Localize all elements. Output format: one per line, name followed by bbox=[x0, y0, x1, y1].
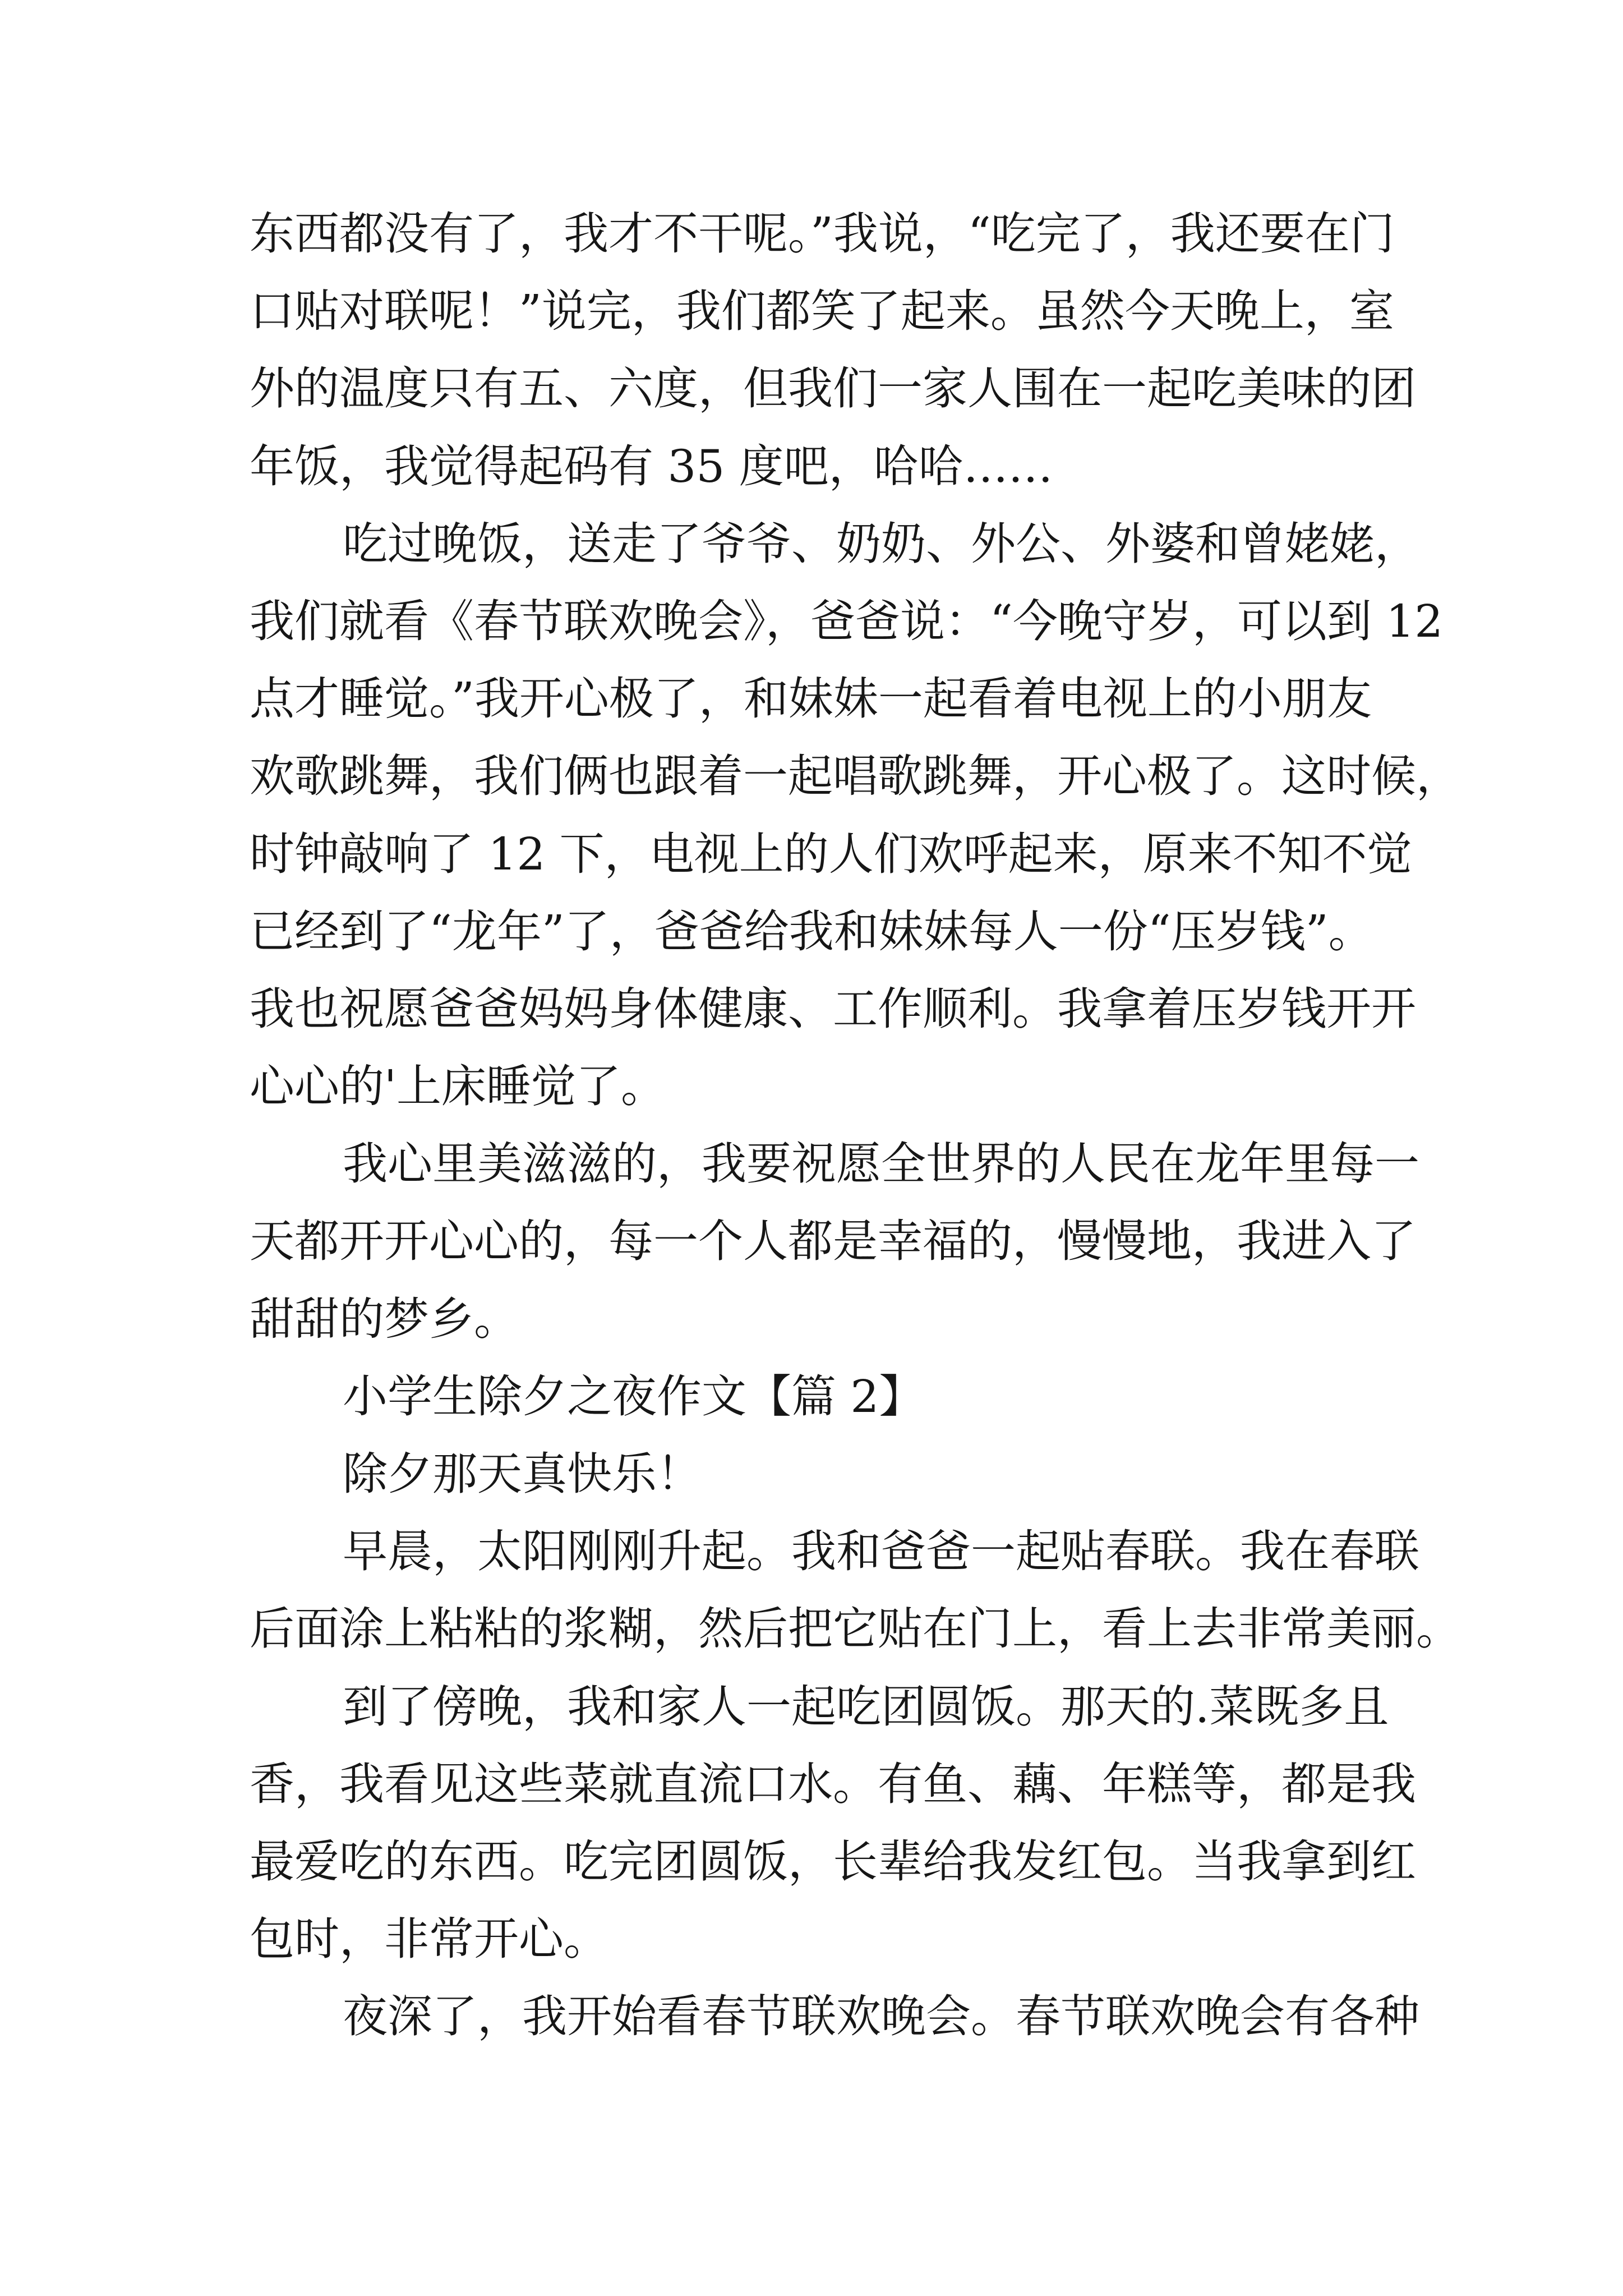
text-line: 包时，非常开心。 bbox=[250, 1913, 608, 1966]
text-line: 口贴对联呢！”说完，我们都笑了起来。虽然今天晚上，室 bbox=[250, 285, 1394, 338]
text-line: 时钟敲响了 12 下，电视上的人们欢呼起来，原来不知不觉 bbox=[250, 827, 1412, 880]
essay-title: 除夕那天真快乐！ bbox=[343, 1448, 702, 1500]
text-line: 天都开开心心的，每一个人都是幸福的，慢慢地，我进入了 bbox=[250, 1215, 1416, 1268]
text-line: 我们就看《春节联欢晚会》，爸爸说：“今晚守岁，可以到 12 bbox=[250, 595, 1444, 647]
text-line: 已经到了“龙年”了，爸爸给我和妹妹每人一份“压岁钱”。 bbox=[250, 905, 1373, 958]
text-line: 点才睡觉。”我开心极了，和妹妹一起看着电视上的小朋友 bbox=[250, 673, 1372, 725]
text-line: 年饭，我觉得起码有 35 度吧，哈哈…… bbox=[250, 440, 1053, 493]
paragraph-first-line: 我心里美滋滋的，我要祝愿全世界的人民在龙年里每一 bbox=[343, 1138, 1419, 1190]
paragraph-first-line: 夜深了，我开始看春节联欢晚会。春节联欢晚会有各种 bbox=[343, 1990, 1419, 2043]
paragraph-first-line: 到了傍晚，我和家人一起吃团圆饭。那天的.菜既多且 bbox=[343, 1680, 1389, 1733]
text-line: 欢歌跳舞，我们俩也跟着一起唱歌跳舞，开心极了。这时候， bbox=[250, 750, 1461, 803]
paragraph-first-line: 早晨，太阳刚刚升起。我和爸爸一起贴春联。我在春联 bbox=[343, 1525, 1419, 1578]
text-line: 心心的'上床睡觉了。 bbox=[250, 1060, 666, 1113]
text-line: 最爱吃的东西。吃完团圆饭，长辈给我发红包。当我拿到红 bbox=[250, 1835, 1416, 1888]
text-line: 甜甜的梦乡。 bbox=[250, 1292, 519, 1345]
text-line: 外的温度只有五、六度，但我们一家人围在一起吃美味的团 bbox=[250, 362, 1416, 415]
text-line: 我也祝愿爸爸妈妈身体健康、工作顺利。我拿着压岁钱开开 bbox=[250, 982, 1416, 1035]
text-line: 香，我看见这些菜就直流口水。有鱼、藕、年糕等，都是我 bbox=[250, 1757, 1416, 1810]
text-line: 后面涂上粘粘的浆糊，然后把它贴在门上，看上去非常美丽。 bbox=[250, 1603, 1461, 1655]
paragraph-first-line: 吃过晚饭，送走了爷爷、奶奶、外公、外婆和曾姥姥， bbox=[343, 517, 1419, 570]
text-line: 东西都没有了，我才不干呢。”我说，“吃完了，我还要在门 bbox=[250, 208, 1395, 260]
essay-body bbox=[250, 195, 1461, 2056]
section-heading: 小学生除夕之夜作文【篇 2】 bbox=[343, 1370, 924, 1423]
